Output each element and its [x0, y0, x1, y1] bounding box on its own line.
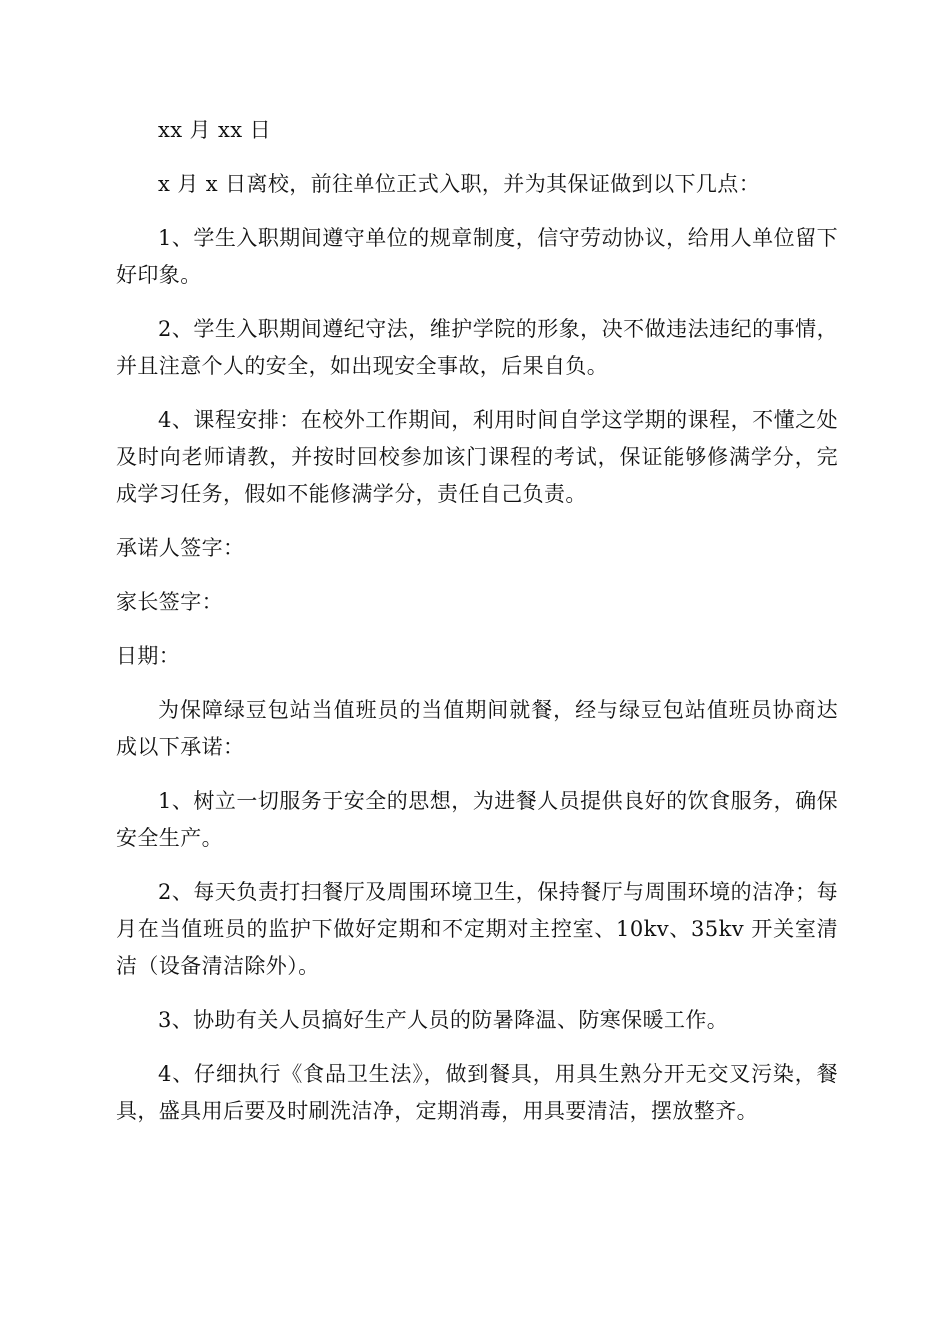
- pledge-item-4-course: 4、课程安排：在校外工作期间，利用时间自学这学期的课程，不懂之处及时向老师请教，并按时回校参加该门课程的考试，保证能够修满学分，完成学习任务，假如不能修满学分，责任自己负责。: [116, 408, 838, 506]
- date-label: 日期：: [116, 644, 181, 668]
- commitment-item-4: 4、仔细执行《食品卫生法》，做到餐具，用具生熟分开无交叉污染，餐具，盛具用后要及时刷洗洁净，定期消毒，用具要清洁，摆放整齐。: [116, 1062, 838, 1123]
- pledge-item-2: 2、学生入职期间遵纪守法，维护学院的形象，决不做违法违纪的事情，并且注意个人的安全，如出现安全事故，后果自负。: [116, 317, 838, 378]
- parent-signature-label: 家长签字：: [116, 590, 223, 614]
- second-intro-paragraph: 为保障绿豆包站当值班员的当值期间就餐，经与绿豆包站值班员协商达成以下承诺：: [116, 698, 838, 759]
- date-line: xx 月 xx 日: [158, 118, 271, 142]
- commitment-item-2: 2、每天负责打扫餐厅及周围环境卫生，保持餐厅与周围环境的洁净；每月在当值班员的监护下做好定期和不定期对主控室、10kv、35kv 开关室清洁（设备清洁除外）。: [116, 880, 838, 978]
- intro-paragraph: x 月 x 日离校，前往单位正式入职，并为其保证做到以下几点：: [158, 172, 761, 196]
- pledger-signature-label: 承诺人签字：: [116, 536, 245, 560]
- document-body: [116, 112, 838, 1147]
- pledge-item-1: 1、学生入职期间遵守单位的规章制度，信守劳动协议，给用人单位留下好印象。: [116, 226, 838, 287]
- commitment-item-3: 3、协助有关人员搞好生产人员的防暑降温、防寒保暖工作。: [158, 1008, 729, 1032]
- commitment-item-1: 1、树立一切服务于安全的思想，为进餐人员提供良好的饮食服务，确保安全生产。: [116, 789, 838, 850]
